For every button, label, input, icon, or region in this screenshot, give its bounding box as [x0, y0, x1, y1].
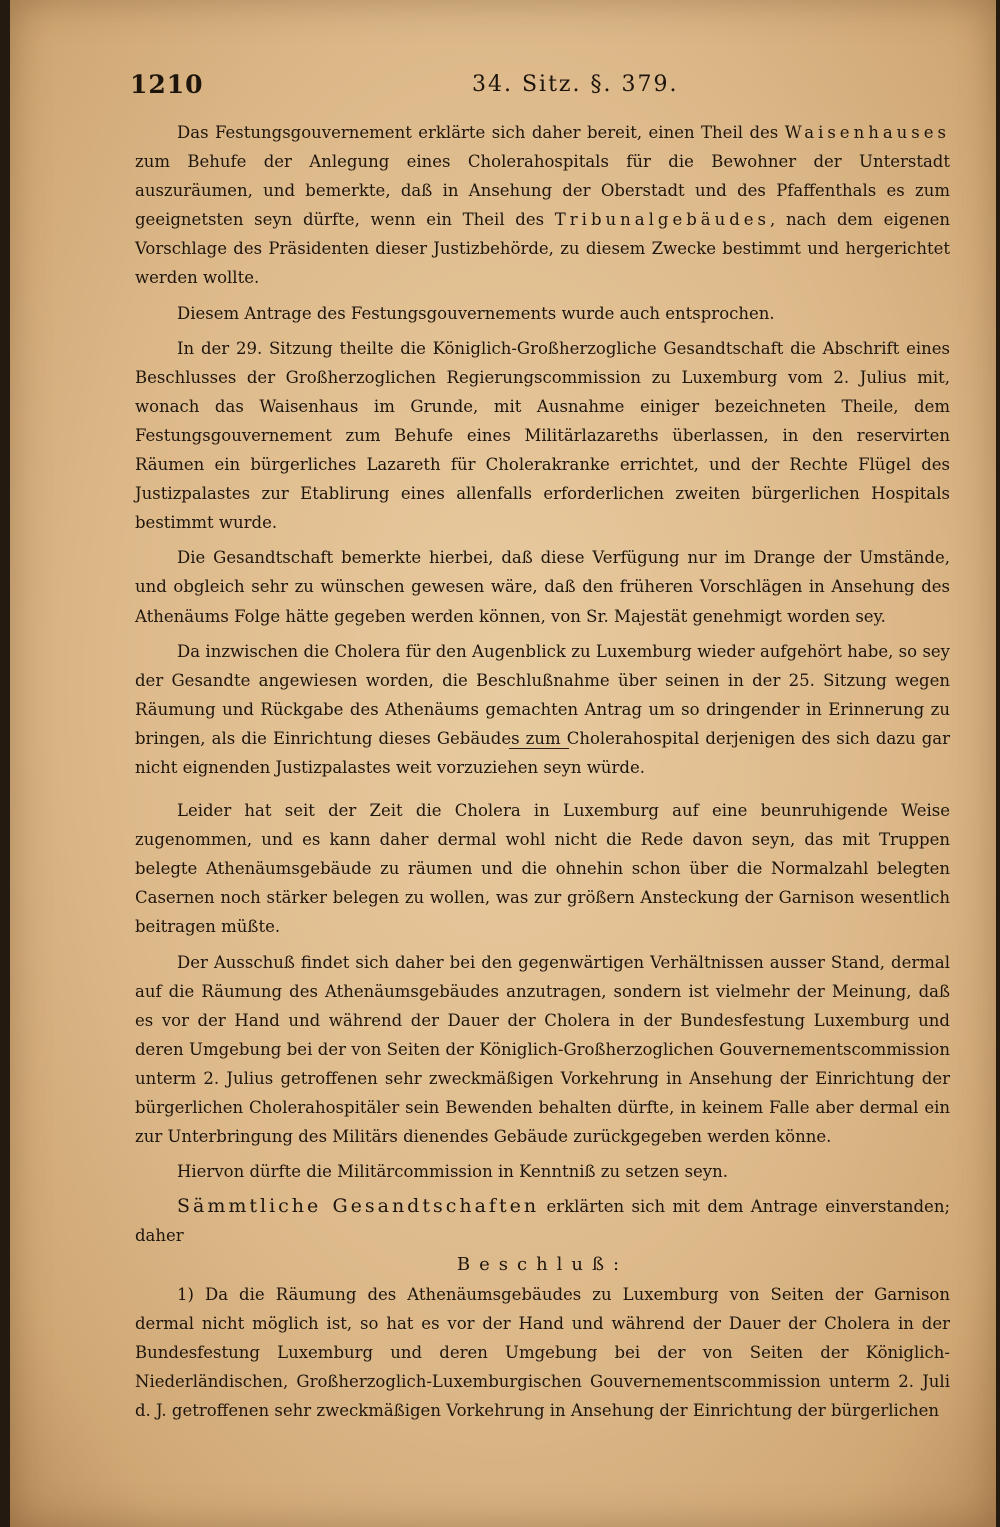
emphasis-tribunalgebaeudes: Tribunalgebäudes	[554, 210, 771, 230]
body-text	[135, 118, 950, 1425]
page-number: 1210	[130, 70, 204, 99]
paragraph-1-part-a: Das Festungsgouvernement erklärte sich daher bereit, einen Theil des	[177, 123, 785, 142]
paragraph-1-part-c: zum Behufe der Anlegung eines Cholerahospitals für die Bewohner der Unterstadt auszuräumen, und bemerkte, daß in Ansehung der Oberstadt und des Pfaffenthals es zum geeignetsten seyn dürfte, wenn ein Theil des	[135, 152, 950, 230]
paragraph-8: Hiervon dürfte die Militärcommission in Kenntniß zu setzen seyn.	[177, 1162, 728, 1182]
paragraph-4: Die Gesandtschaft bemerkte hierbei, daß diese Verfügung nur im Drange der Umstände, und obgleich sehr zu wünschen gewesen wäre, daß den früheren Vorschlägen in Ansehung des Athenäums Folge hätte gegeben werden können, von Sr. Majestät genehmigt worden sey.	[135, 548, 950, 626]
paragraph-9	[135, 1192, 950, 1250]
paragraph-2: Diesem Antrage des Festungsgouvernements wurde auch entsprochen.	[177, 303, 775, 323]
paragraph-6: Leider hat seit der Zeit die Cholera in Luxemburg auf eine beunruhigende Weise zugenommen, und es kann daher dermal wohl nicht die Rede davon seyn, das mit Truppen belegte Athenäumsgebäude zu räumen und die ohnehin schon über die Normalzahl belegten Casernen noch stärker belegen zu wollen, was zur größern Ansteckung der Garnison wesentlich beitragen müßte.	[135, 801, 950, 937]
paragraph-1	[135, 118, 950, 293]
paragraph-9-part-b: erklärten sich mit dem Antrage einverstanden; daher	[135, 1197, 951, 1246]
resolution-heading: Beschluß:	[456, 1254, 629, 1276]
paragraph-1-part-e: , nach dem eigenen Vorschlage des Präsidenten dieser Justizbehörde, zu diesem Zwecke bestimmt und hergerichtet werden wollte.	[135, 210, 951, 288]
running-head: 34. Sitz. §. 379.	[472, 72, 679, 97]
document-page	[10, 0, 996, 1527]
paragraph-5: Da inzwischen die Cholera für den Augenblick zu Luxemburg wieder aufgehört habe, so sey der Gesandte angewiesen worden, die Beschlußnahme über seinen in der 25. Sitzung wegen Räumung und Rückgabe des Athenäums gemachten Antrag um so dringender in Erinnerung zu bringen, als die Einrichtung dieses Gebäudes zum Cholerahospital derjenigen des sich dazu gar nicht eignenden Justizpalastes weit vorzuziehen seyn würde.	[135, 641, 950, 777]
emphasis-waisenhauses: Waisenhauses	[784, 123, 950, 142]
page-header	[130, 70, 990, 110]
paragraph-10: 1) Da die Räumung des Athenäumsgebäudes zu Luxemburg von Seiten der Garnison dermal nicht möglich ist, so hat es vor der Hand und während der Dauer der Cholera in der Bundesfestung Luxemburg und deren Umgebung bei der von Seiten der Königlich-Niederländischen, Großherzoglich-Luxemburgischen Gouvernementscommission unterm 2. Juli d. J. getroffenen sehr zweckmäßigen Vorkehrung in Ansehung der Einrichtung der bürgerlichen	[135, 1284, 950, 1420]
section-divider	[509, 748, 569, 749]
emphasis-gesandtschaften: Sämmtliche Gesandtschaften	[177, 1195, 540, 1218]
paragraph-3: In der 29. Sitzung theilte die Königlich-Großherzogliche Gesandtschaft die Abschrift eines Beschlusses der Großherzoglichen Regierungscommission zu Luxemburg vom 2. Julius mit, wonach das Waisenhaus im Grunde, mit Ausnahme einiger bezeichneten Theile, dem Festungsgouvernement zum Behufe eines Militärlazareths überlassen, in den reservirten Räumen ein bürgerliches Lazareth für Cholerakranke errichtet, und der Rechte Flügel des Justizpalastes zur Etablirung eines allenfalls erforderlichen zweiten bürgerlichen Hospitals bestimmt wurde.	[135, 338, 950, 533]
paragraph-7: Der Ausschuß findet sich daher bei den gegenwärtigen Verhältnissen ausser Stand, dermal auf die Räumung des Athenäumsgebäudes anzutragen, sondern ist vielmehr der Meinung, daß es vor der Hand und während der Dauer der Cholera in der Bundesfestung Luxemburg und deren Umgebung bei der von Seiten der Königlich-Großherzoglichen Gouvernementscommission unterm 2. Julius getroffenen sehr zweckmäßigen Vorkehrung in Ansehung der Einrichtung der bürgerlichen Cholerahospitäler sein Bewenden behalten dürfte, in keinem Falle aber dermal ein zur Unterbringung des Militärs dienendes Gebäude zurückgegeben werden könne.	[135, 952, 950, 1147]
